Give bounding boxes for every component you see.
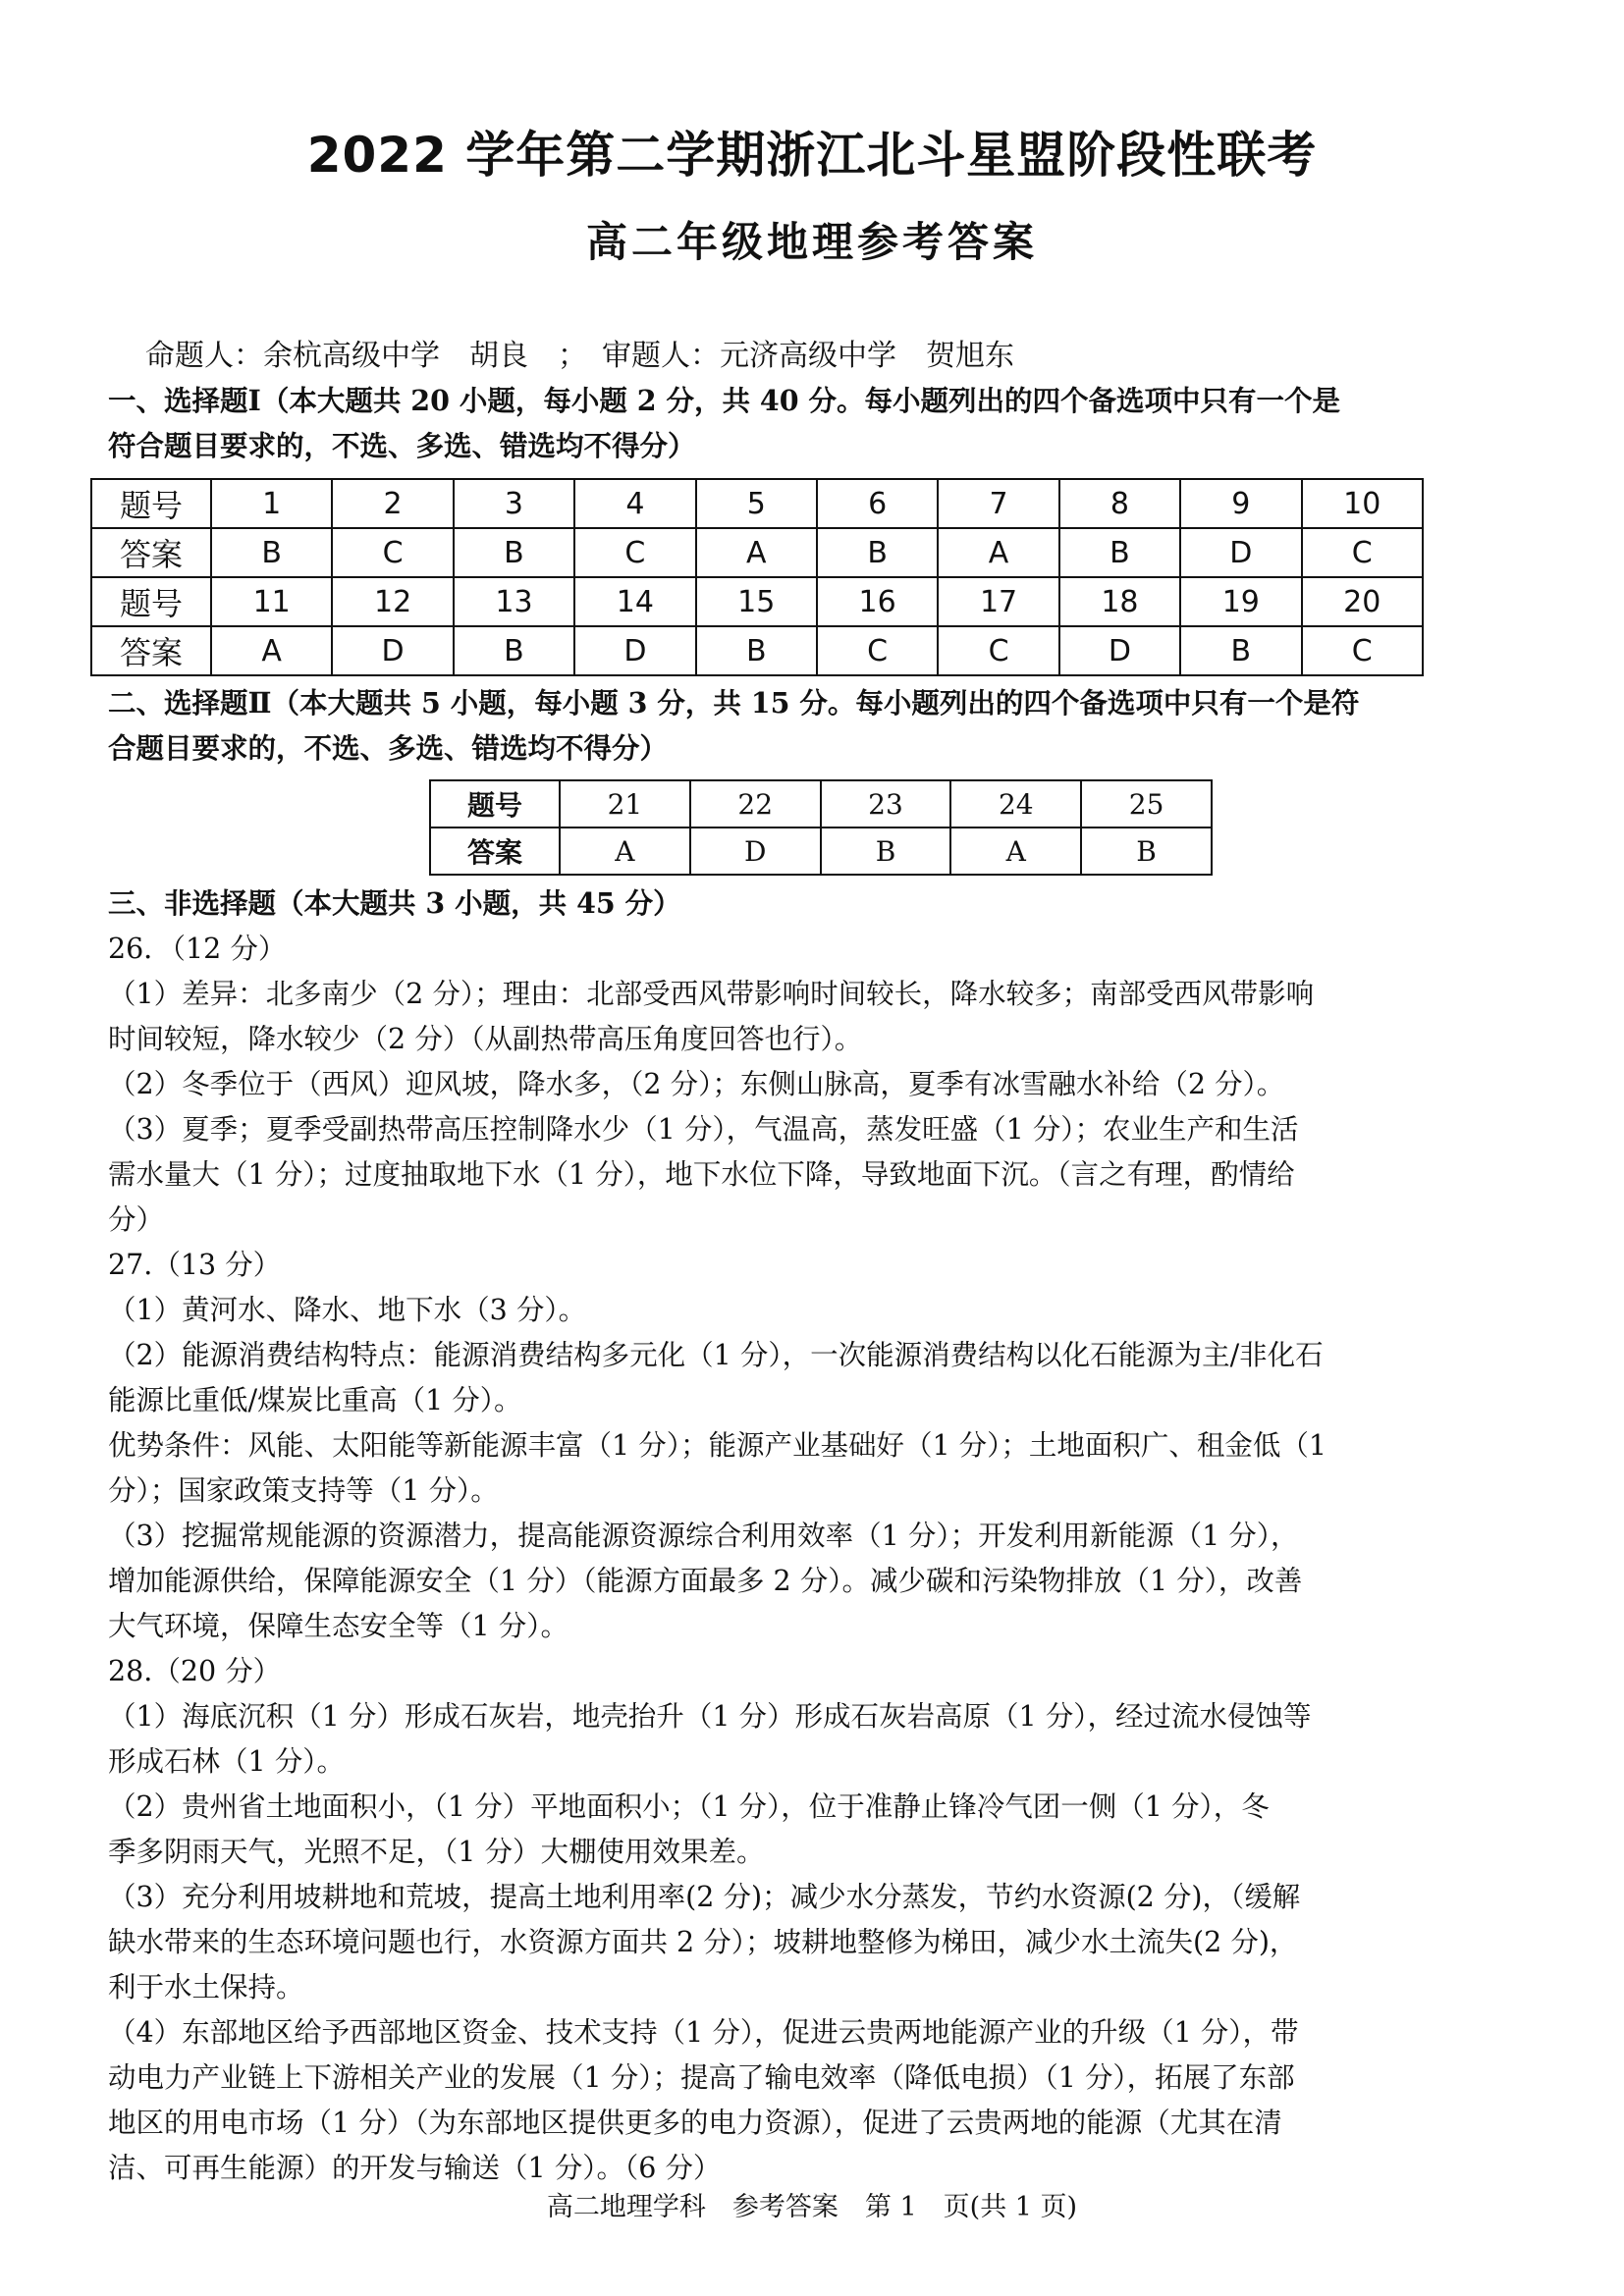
answer-cell: A [211, 626, 332, 675]
answer-line: （2）贵州省土地面积小，（1 分）平地面积小；（1 分），位于准静止锋冷气团一侧（1 分），冬 [108, 1790, 1270, 1823]
answer-cell: D [1180, 528, 1301, 577]
question-number-cell: 18 [1059, 577, 1180, 626]
section1-heading-line2: 符合题目要求的，不选、多选、错选均不得分） [108, 429, 696, 462]
answer-cell: B [821, 828, 951, 875]
question-number-cell: 12 [332, 577, 453, 626]
question-number-cell: 8 [1059, 479, 1180, 528]
author-line: 命题人：余杭高级中学 胡良 ； 审题人：元济高级中学 贺旭东 [145, 339, 1014, 373]
table-row-question-numbers [91, 577, 1423, 626]
answer-line: 季多阴雨天气，光照不足，（1 分）大棚使用效果差。 [108, 1836, 765, 1868]
question-number-cell: 5 [696, 479, 817, 528]
question-number-cell: 15 [696, 577, 817, 626]
answer-cell: D [1059, 626, 1180, 675]
answer-line: 地区的用电市场（1 分）（为东部地区提供更多的电力资源），促进了云贵两地的能源（尤其在清 [108, 2107, 1282, 2139]
answer-line: （1）差异：北多南少（2 分）；理由：北部受西风带影响时间较长，降水较多；南部受西风带影响 [108, 978, 1315, 1010]
answer-label-cell: 答案 [91, 626, 211, 675]
question-number-cell: 4 [574, 479, 695, 528]
answer-cell: C [332, 528, 453, 577]
choice1-answer-table [90, 478, 1424, 676]
answer-cell: B [696, 626, 817, 675]
document-title: 2022 学年第二学期浙江北斗星盟阶段性联考 [306, 127, 1318, 184]
answer-cell: D [690, 828, 821, 875]
answer-line: （2）能源消费结构特点：能源消费结构多元化（1 分），一次能源消费结构以化石能源为主/非化石 [108, 1339, 1324, 1371]
answer-line: 形成石林（1 分）。 [108, 1745, 345, 1778]
section3-heading: 三、非选择题（本大题共 3 小题，共 45 分） [108, 886, 681, 920]
answer-line: （1）海底沉积（1 分）形成石灰岩，地壳抬升（1 分）形成石灰岩高原（1 分），经过流水侵蚀等 [108, 1700, 1312, 1733]
question-number-cell: 6 [817, 479, 938, 528]
answer-line: 缺水带来的生态环境问题也行，水资源方面共 2 分）；坡耕地整修为梯田，减少水土流失(2 分)， [108, 1926, 1298, 1958]
answer-line: 增加能源供给，保障能源安全（1 分）（能源方面最多 2 分）。减少碳和污染物排放（1 分），改善 [108, 1565, 1303, 1597]
answer-cell: B [211, 528, 332, 577]
question-label-cell: 题号 [91, 479, 211, 528]
question-number-cell: 7 [938, 479, 1058, 528]
answer-cell: A [560, 828, 690, 875]
question-number-cell: 3 [454, 479, 574, 528]
table-row-answers [430, 828, 1212, 875]
question-number-cell: 25 [1081, 780, 1212, 828]
answer-line: 洁、可再生能源）的开发与输送（1 分）。（6 分） [108, 2152, 722, 2184]
answer-line: 28.（20 分） [108, 1655, 282, 1687]
answer-line: （4）东部地区给予西部地区资金、技术支持（1 分），促进云贵两地能源产业的升级（1 分），带 [108, 2016, 1299, 2049]
question-label-cell: 题号 [91, 577, 211, 626]
answer-cell: D [332, 626, 453, 675]
answer-line: 利于水土保持。 [108, 1971, 304, 2003]
answer-cell: B [454, 626, 574, 675]
question-number-cell: 21 [560, 780, 690, 828]
question-number-cell: 20 [1302, 577, 1423, 626]
page-footer: 高二地理学科 参考答案 第 1 页(共 1 页) [546, 2192, 1078, 2222]
answer-line: （2）冬季位于（西风）迎风坡，降水多，（2 分）；东侧山脉高，夏季有冰雪融水补给（2 分）。 [108, 1068, 1285, 1100]
question-number-cell: 16 [817, 577, 938, 626]
question-number-cell: 17 [938, 577, 1058, 626]
answer-line: 能源比重低/煤炭比重高（1 分）。 [108, 1384, 522, 1416]
answer-line: 大气环境，保障生态安全等（1 分）。 [108, 1610, 568, 1642]
question-number-cell: 22 [690, 780, 821, 828]
table-row-answers [91, 626, 1423, 675]
answer-cell: B [454, 528, 574, 577]
answer-cell: C [1302, 626, 1423, 675]
answer-label-cell: 答案 [91, 528, 211, 577]
answer-line: 26．（12 分） [108, 933, 287, 965]
answer-cell: C [938, 626, 1058, 675]
question-number-cell: 13 [454, 577, 574, 626]
question-number-cell: 10 [1302, 479, 1423, 528]
answer-cell: A [938, 528, 1058, 577]
question-number-cell: 9 [1180, 479, 1301, 528]
answer-line: （3）充分利用坡耕地和荒坡，提高土地利用率(2 分)；减少水分蒸发，节约水资源(2 分)，（缓解 [108, 1881, 1301, 1913]
question-number-cell: 14 [574, 577, 695, 626]
answer-line: 动电力产业链上下游相关产业的发展（1 分）；提高了输电效率（降低电损）（1 分），拓展了东部 [108, 2061, 1295, 2094]
answer-cell: B [1081, 828, 1212, 875]
question-number-cell: 23 [821, 780, 951, 828]
table-row-question-numbers [430, 780, 1212, 828]
answer-line: 分） [108, 1203, 165, 1236]
answer-cell: D [574, 626, 695, 675]
question-label-cell: 题号 [430, 780, 560, 828]
document-subtitle: 高二年级地理参考答案 [585, 218, 1038, 266]
answer-cell: C [1302, 528, 1423, 577]
answer-line: （1）黄河水、降水、地下水（3 分）。 [108, 1294, 587, 1326]
section2-heading-line1: 二、选择题Ⅱ（本大题共 5 小题，每小题 3 分，共 15 分。每小题列出的四个备选项中只有一个是符 [108, 686, 1360, 720]
answer-cell: B [1059, 528, 1180, 577]
answer-cell: A [950, 828, 1081, 875]
section2-heading-line2: 合题目要求的，不选、多选、错选均不得分） [108, 731, 669, 765]
answer-line: 27.（13 分） [108, 1249, 282, 1281]
answer-line: （3）夏季；夏季受副热带高压控制降水少（1 分），气温高，蒸发旺盛（1 分）；农业生产和生活 [108, 1113, 1299, 1146]
question-number-cell: 11 [211, 577, 332, 626]
table-row-question-numbers [91, 479, 1423, 528]
answer-cell: C [817, 626, 938, 675]
answer-cell: B [1180, 626, 1301, 675]
question-number-cell: 2 [332, 479, 453, 528]
table-row-answers [91, 528, 1423, 577]
answer-line: 需水量大（1 分）；过度抽取地下水（1 分），地下水位下降，导致地面下沉。（言之有理，酌情给 [108, 1158, 1295, 1191]
answer-cell: C [574, 528, 695, 577]
choice2-answer-table [429, 779, 1213, 876]
answer-line: 分）；国家政策支持等（1 分）。 [108, 1474, 499, 1507]
answer-cell: B [817, 528, 938, 577]
answer-line: 时间较短，降水较少（2 分）（从副热带高压角度回答也行）。 [108, 1023, 863, 1055]
section1-heading-line1: 一、选择题Ⅰ（本大题共 20 小题，每小题 2 分，共 40 分。每小题列出的四个备选项中只有一个是 [108, 384, 1341, 417]
answer-label-cell: 答案 [430, 828, 560, 875]
question-number-cell: 19 [1180, 577, 1301, 626]
answer-line: （3）挖掘常规能源的资源潜力，提高能源资源综合利用效率（1 分）；开发利用新能源（1 分）， [108, 1520, 1299, 1552]
answer-cell: A [696, 528, 817, 577]
answer-line: 优势条件：风能、太阳能等新能源丰富（1 分）；能源产业基础好（1 分）；土地面积广、租金低（1 [108, 1429, 1327, 1462]
question-number-cell: 24 [950, 780, 1081, 828]
question-number-cell: 1 [211, 479, 332, 528]
